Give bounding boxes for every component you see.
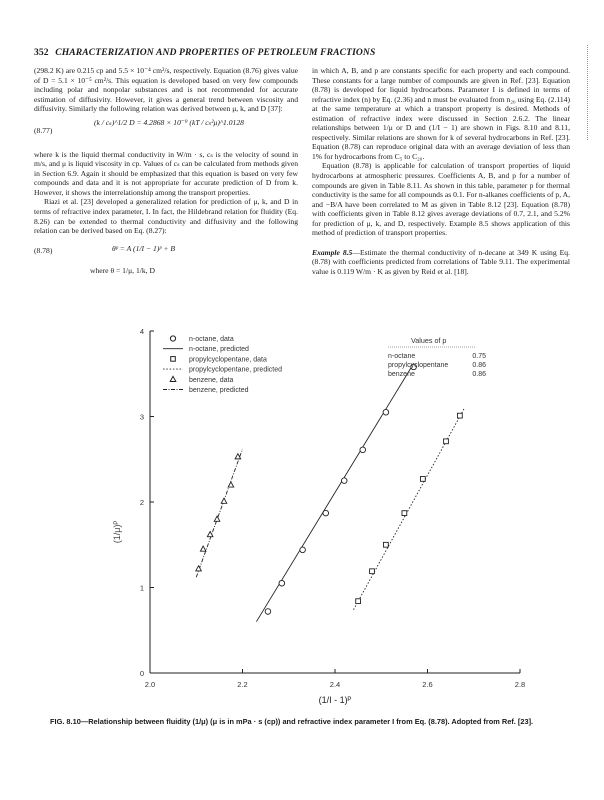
margin-dots (587, 45, 592, 140)
example-label: Example 8.5 (312, 247, 353, 257)
p-value-number: 0.86 (472, 362, 486, 369)
propylcyclopentane-data-point (370, 569, 375, 574)
n-octane-data-point (383, 409, 389, 415)
chart-axes (112, 327, 525, 705)
legend-square-marker (171, 357, 176, 362)
n-octane-data-point (341, 478, 347, 484)
example-text: —Estimate the thermal conductivity of n-decane at 349 K using Eq. (8.78) with coefficients predicted from correlations of Table 9.11. The experimental value is 0.119 W/m · K as given by Reid et al. [18]. (312, 247, 571, 276)
chart-legend (163, 336, 486, 394)
legend-label: n-octane, predicted (189, 346, 249, 354)
legend-label: propylcyclopentane, data (189, 356, 267, 364)
benzene-data-point (200, 546, 206, 551)
equation-number: (8.78) (34, 245, 53, 255)
figure-8-10 (88, 323, 548, 705)
benzene-data-point (228, 482, 234, 487)
benzene-data-point (214, 516, 220, 521)
p-value-name: n-octane (388, 353, 416, 360)
left-paragraph-3: Riazi et al. [23] developed a generalized relation for prediction of μ, k, and D in terms of refractive index parameter, I. In fact, the Hildebrand relation for fluidity (Eq. 8.26) can be extended to thermal conductivity and diffusivity and the following relation can be derived based on Eq. (8.27): (34, 197, 298, 236)
running-title: CHARACTERIZATION AND PROPERTIES OF PETROLEUM FRACTIONS (55, 47, 376, 58)
x-tick-label: 2.8 (514, 680, 526, 689)
n-octane-data-point (279, 580, 285, 586)
propylcyclopentane-data-point (444, 439, 449, 444)
figure-caption (50, 717, 550, 727)
n-octane-data-point (360, 447, 366, 453)
y-axis-label: (1/μ)ᴾ (112, 520, 122, 544)
x-axis-label: (1/I - 1)ᴾ (318, 695, 352, 705)
legend-label: benzene, predicted (189, 387, 249, 394)
legend-triangle-marker (170, 376, 176, 381)
propylcyclopentane-data-point (356, 599, 361, 604)
chart-series (196, 363, 465, 621)
page-number: 352 (34, 47, 49, 58)
chart-svg (88, 323, 548, 705)
n-octane-data-point (300, 547, 306, 553)
y-tick-label: 0 (139, 669, 144, 678)
n-octane-data-point (265, 609, 271, 615)
caption-text: —Relationship between fluidity (1/μ) (μ is in mPa · s (cp)) and refractive index parameter I from Eq. (8.78). Adopted from Ref. [23]. (80, 717, 534, 726)
y-tick-label: 4 (139, 327, 144, 336)
legend-label: n-octane, data (189, 336, 234, 343)
running-header (34, 47, 375, 58)
equation-body: (k / cₛ)^1/2 D = 4.2868 × 10⁻⁹ (kT / cₛ²μ)^1.0128 (94, 117, 244, 127)
caption-label: FIG. 8.10 (50, 717, 81, 726)
propylcyclopentane-data-point (402, 511, 407, 516)
x-tick-label: 2.0 (144, 680, 156, 689)
p-value-name: benzene (388, 371, 415, 378)
equation-body: θᵖ = A (1/I − 1)ᵖ + B (112, 243, 175, 253)
y-tick-label: 2 (139, 498, 144, 507)
legend-label: propylcyclopentane, predicted (189, 366, 283, 374)
equation-where: where θ = 1/μ, 1/k, D (90, 265, 155, 275)
propylcyclopentane-data-point (420, 477, 425, 482)
legend-label: benzene, data (189, 376, 234, 384)
propylcyclopentane-data-point (457, 413, 462, 418)
y-tick-label: 1 (139, 583, 144, 593)
equation-number: (8.77) (34, 125, 53, 135)
x-tick-label: 2.6 (422, 680, 433, 689)
x-tick-label: 2.2 (237, 680, 248, 689)
x-tick-label: 2.4 (329, 680, 341, 689)
values-title: Values of p (411, 336, 447, 345)
benzene-predicted-line (196, 449, 242, 577)
y-tick-label: 3 (139, 412, 144, 422)
left-paragraph-1: (298.2 K) are 0.215 cp and 5.5 × 10⁻⁴ cm²/s, respectively. Equation (8.76) gives value of D = 5.1 × 10⁻⁵ cm²/s. This equation is developed based on very few compounds including polar and nonpolar substances and is not recommended for accurate estimation of diffusivity. However, it gives a general trend between viscosity and diffusivity. Similarly the following relation was derived between μ, k, and D [37]: (34, 66, 298, 114)
p-value-number: 0.75 (472, 353, 486, 360)
propylcyclopentane-data-point (383, 542, 388, 547)
right-column (312, 66, 570, 276)
n-octane-data-point (323, 510, 329, 516)
right-paragraph-2: Equation (8.78) is applicable for calculation of transport properties of liquid hydrocarbons at atmospheric pressures. Coefficients A, B, and p for a number of compounds are given in Table 8.11. As shown in this table, parameter p for thermal conductivity is the same for all compounds as 0.1. For n-alkanes coefficients of p, A, and −B/A have been correlated to M as given in Table 8.12 [23]. Equation (8.78) with coefficients given in Table 8.12 gives average deviations of 0.7, 2.1, and 5.2% for prediction of μ, k, and D, respectively. Example 8.5 shows application of this method of prediction of transport properties. (312, 161, 570, 238)
equation-8-78 (34, 236, 298, 294)
right-paragraph-1: in which A, B, and p are constants specific for each property and each compound. These constants for a large number of compounds are given in Ref. [23]. Equation (8.78) is developed for liquid hydrocarbons. Parameter I is defined in terms of refractive index (n) by Eq. (2.36) and n must be evaluated from n₂₀ using Eq. (2.114) at the same temperature at which a transport property is desired. Methods of estimation of refractive index were discussed in Section 2.6.2. The linear relationships between 1/μ or D and (1/I − 1) are shown in Figs. 8.10 and 8.11, respectively. Similar relations are shown for k of several hydrocarbons in Ref. [23]. Equation (8.78) can reproduce original data with an average deviation of less than 1% for hydrocarbons from C₅ to C₂₀. (312, 66, 570, 161)
benzene-data-point (221, 498, 227, 503)
legend-circle-marker (170, 336, 175, 341)
p-value-name: propylcyclopentane (388, 362, 449, 369)
left-paragraph-2: where k is the liquid thermal conductivity in W/m · s, cₛ is the velocity of sound in m/s, and μ is liquid viscosity in cp. Values of cₛ can be calculated from methods given in Section 6.9. Again it should be emphasized that this equation is based on very few compounds and data and it is not appropriate for accurate prediction of D from k. However, it shows the interrelationship among the transport properties. (34, 149, 298, 197)
p-value-number: 0.86 (472, 371, 486, 378)
equation-8-77 (34, 114, 298, 150)
left-column (34, 66, 298, 294)
propylcyclopentane-predicted-line (354, 408, 465, 610)
